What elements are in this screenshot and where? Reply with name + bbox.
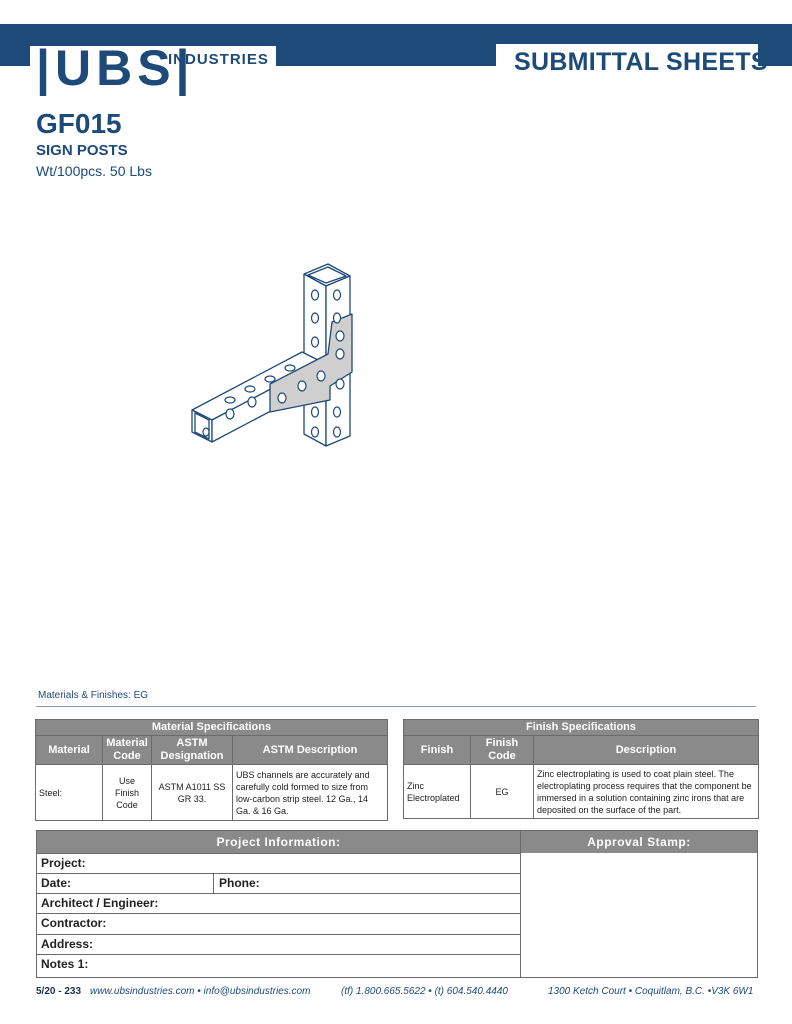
contractor-label: Contractor:: [41, 916, 107, 930]
date-field[interactable]: Date:: [41, 876, 72, 890]
cell-material: Steel:: [36, 765, 103, 821]
cell-astm-designation: ASTM A1011 SS GR 33.: [152, 765, 233, 821]
col-header-description: Description: [534, 736, 759, 765]
notes-label: Notes 1:: [41, 957, 89, 971]
product-weight: Wt/100pcs. 50 Lbs: [36, 163, 152, 179]
company-logo: |UBS|: [36, 40, 195, 96]
project-field[interactable]: [37, 853, 520, 873]
project-label: Project:: [41, 856, 86, 870]
company-logo-subtitle: INDUSTRIES: [168, 51, 269, 68]
footer-page-number: 5/20 - 233: [36, 986, 82, 997]
project-information-header: Project Information:: [37, 831, 520, 853]
material-specifications-table: [35, 719, 388, 821]
col-header-material: Material: [36, 736, 103, 765]
contractor-field[interactable]: [37, 913, 520, 933]
col-header-finish: Finish: [404, 736, 471, 765]
col-header-astm-designation: ASTM Designation: [152, 736, 233, 765]
architect-engineer-label: Architect / Engineer:: [41, 896, 159, 910]
cell-finish-description: Zinc electroplating is used to coat plain steel. The electroplating process requires that the component be immersed in a solution containing zinc irons that are deposited on the surface of the part.: [534, 765, 759, 819]
col-header-material-code: Material Code: [103, 736, 152, 765]
materials-finishes-label: Materials & Finishes: EG: [38, 690, 149, 701]
approval-stamp-header: Approval Stamp:: [521, 831, 757, 853]
t-bracket-channel-assembly-icon: [182, 262, 362, 452]
project-information-section: [37, 831, 521, 977]
page-title: SUBMITTAL SHEETS: [514, 48, 768, 76]
cell-material-code: Use Finish Code: [103, 765, 152, 821]
date-phone-row: [37, 873, 520, 893]
cell-finish: Zinc Electroplated: [404, 765, 471, 819]
project-information-form: [36, 830, 758, 978]
part-number: GF015: [36, 108, 122, 139]
cell-astm-description: UBS channels are accurately and carefully cold formed to size from low-carbon strip steel. 12 Ga., 14 Ga. & 16 Ga.: [233, 765, 388, 821]
product-name: SIGN POSTS: [36, 142, 128, 159]
architect-engineer-field[interactable]: [37, 893, 520, 913]
footer-phones: (tf) 1.800.665.5622 • (t) 604.540.4440: [341, 986, 508, 997]
phone-field[interactable]: Phone:: [213, 874, 260, 893]
address-field[interactable]: [37, 934, 520, 954]
cell-finish-code: EG: [471, 765, 534, 819]
finish-specifications-table: [403, 719, 759, 819]
address-label: Address:: [41, 937, 94, 951]
col-header-astm-description: ASTM Description: [233, 736, 388, 765]
material-specs-title: Material Specifications: [36, 720, 388, 736]
footer-web-email: www.ubsindustries.com • info@ubsindustries.com: [90, 986, 311, 997]
footer-address: 1300 Ketch Court • Coquitlam, B.C. •V3K 6W1: [548, 986, 754, 997]
col-header-finish-code: Finish Code: [471, 736, 534, 765]
notes-field[interactable]: [37, 954, 520, 974]
finish-specs-title: Finish Specifications: [404, 720, 759, 736]
divider: [36, 706, 756, 707]
